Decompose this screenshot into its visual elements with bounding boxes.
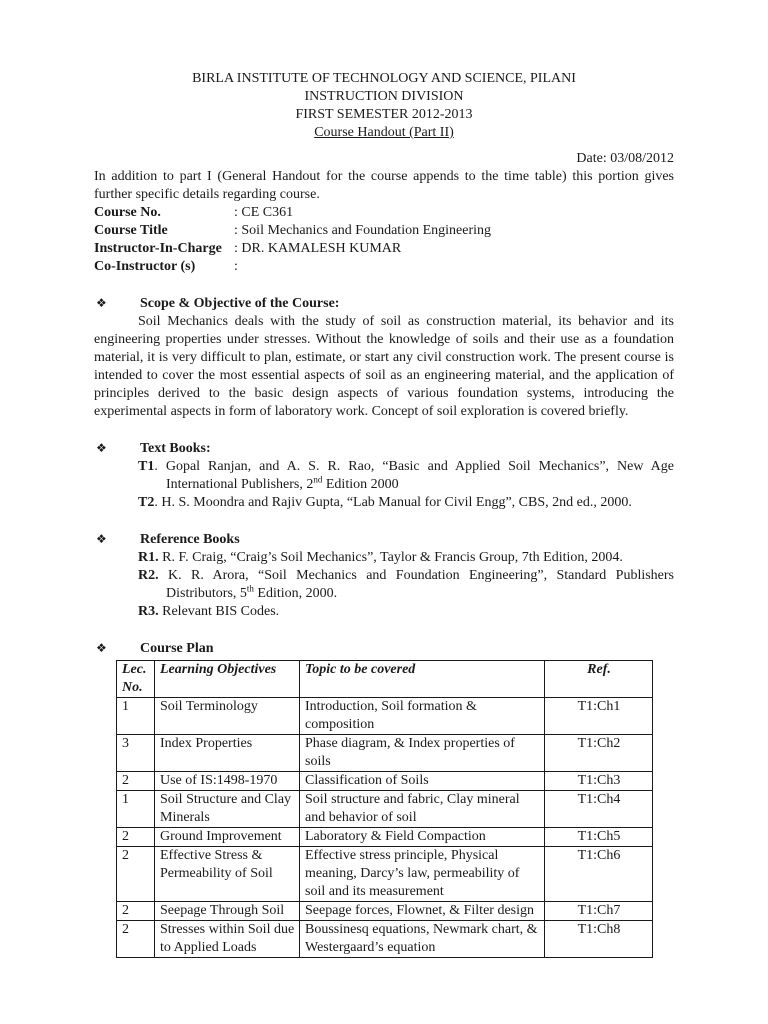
ref-cell: T1:Ch7 [545,902,653,921]
topic-cell: Effective stress principle, Physical meaning, Darcy’s law, permeability of soil and its measurement [300,847,545,902]
handout-title: Course Handout (Part II) [314,125,454,140]
handout-date: Date: 03/08/2012 [576,151,674,166]
ref-cell: T1:Ch6 [545,847,653,902]
table-row [117,847,653,902]
division-name: INSTRUCTION DIVISION [304,89,464,104]
intro-paragraph: In addition to part I (General Handout for the course appends to the time table) this portion gives further specific details regarding course. [94,169,674,202]
column-header: Learning Objectives [155,661,300,698]
objective-cell: Effective Stress & Permeability of Soil [155,847,300,902]
course-info-key: Course Title [94,223,168,238]
diamond-bullet-icon: ❖ [96,641,107,655]
reference-books-heading-row [94,530,674,549]
course-info-value: : CE C361 [234,205,294,220]
objective-cell: Index Properties [155,735,300,772]
scope-paragraph: Soil Mechanics deals with the study of soil as construction material, its behavior and its engineering properties under stresses. Without the knowledge of soils and their use as a foundation material, it is very difficult to plan, estimate, or start any civil construction work. The present course is intended to cover the most essential aspects of soil as an engineering material, and the application of principles derived to the basic design aspects of various foundation systems, introducing the experimental aspects in form of laboratory work. Concept of soil exploration is covered briefly. [94,314,674,419]
diamond-bullet-icon: ❖ [96,296,107,310]
ref-cell: T1:Ch3 [545,772,653,791]
course-info-value: : DR. KAMALESH KUMAR [234,241,402,256]
table-header-row [117,661,653,698]
semester-label: FIRST SEMESTER 2012-2013 [295,107,473,122]
text-books-heading-row [94,439,674,458]
table-row [117,921,653,958]
column-header: Topic to be covered [300,661,545,698]
lecture-count-cell: 2 [117,847,155,902]
text-book-t2 [138,494,674,512]
ref-label: R3. [138,604,159,619]
lecture-count-cell: 2 [117,921,155,958]
ref-text: K. R. Arora, “Soil Mechanics and Foundation Engineering”, Standard Publishers Distributors, 5 [158,568,674,601]
diamond-bullet-icon: ❖ [96,441,107,455]
ref-label: R2. [138,568,159,583]
topic-cell: Seepage forces, Flownet, & Filter design [300,902,545,921]
table-row [117,791,653,828]
course-info-value: : [234,259,238,274]
ref-cell: T1:Ch4 [545,791,653,828]
course-info-row [94,258,674,276]
ref-text: . Gopal Ranjan, and A. S. R. Rao, “Basic and Applied Soil Mechanics”, New Age International Publishers, 2 [154,459,674,492]
topic-cell: Boussinesq equations, Newmark chart, & Westergaard’s equation [300,921,545,958]
reference-books-heading: Reference Books [140,532,240,547]
column-header: Lec. No. [117,661,155,698]
reference-book-r1 [138,549,674,567]
course-plan-heading-row [94,639,674,658]
ref-label: T1 [138,459,155,474]
ref-text: Edition 2000 [322,477,399,492]
lecture-count-cell: 2 [117,902,155,921]
topic-cell: Phase diagram, & Index properties of soils [300,735,545,772]
topic-cell: Laboratory & Field Compaction [300,828,545,847]
ref-text: R. F. Craig, “Craig’s Soil Mechanics”, Taylor & Francis Group, 7th Edition, 2004. [158,550,623,565]
course-info-value: : Soil Mechanics and Foundation Engineering [234,223,492,238]
lecture-count-cell: 2 [117,828,155,847]
ref-cell: T1:Ch2 [545,735,653,772]
institute-name: BIRLA INSTITUTE OF TECHNOLOGY AND SCIENCE, PILANI [192,71,576,86]
objective-cell: Stresses within Soil due to Applied Loads [155,921,300,958]
course-info-row [94,204,674,222]
reference-books-list [94,549,674,621]
ref-text: . H. S. Moondra and Rajiv Gupta, “Lab Manual for Civil Engg”, CBS, 2nd ed., 2000. [154,495,632,510]
course-plan-body [117,698,653,958]
reference-book-r3 [138,603,674,621]
table-row [117,828,653,847]
course-plan-heading: Course Plan [140,641,214,656]
course-info-row [94,240,674,258]
table-row [117,902,653,921]
reference-book-r2 [138,567,674,603]
ref-text: Edition, 2000. [253,586,338,601]
lecture-count-cell: 2 [117,772,155,791]
course-plan-table [116,660,653,958]
ref-cell: T1:Ch8 [545,921,653,958]
objective-cell: Use of IS:1498-1970 [155,772,300,791]
lecture-count-cell: 1 [117,791,155,828]
course-info-key: Co-Instructor (s) [94,259,196,274]
objective-cell: Seepage Through Soil [155,902,300,921]
ref-sup: th [246,583,254,594]
scope-heading-row [94,294,674,313]
ref-label: T2 [138,495,155,510]
topic-cell: Soil structure and fabric, Clay mineral and behavior of soil [300,791,545,828]
ref-text: Relevant BIS Codes. [158,604,280,619]
lecture-count-cell: 1 [117,698,155,735]
ref-label: R1. [138,550,159,565]
table-row [117,698,653,735]
objective-cell: Soil Structure and Clay Minerals [155,791,300,828]
table-row [117,772,653,791]
diamond-bullet-icon: ❖ [96,532,107,546]
course-info-row [94,222,674,240]
objective-cell: Soil Terminology [155,698,300,735]
course-info [94,204,674,276]
course-info-key: Instructor-In-Charge [94,241,222,256]
lecture-count-cell: 3 [117,735,155,772]
ref-cell: T1:Ch5 [545,828,653,847]
ref-cell: T1:Ch1 [545,698,653,735]
text-books-heading: Text Books: [140,441,211,456]
text-book-t1 [138,458,674,494]
scope-heading: Scope & Objective of the Course: [140,296,340,311]
document-header [94,70,674,142]
ref-sup: nd [313,474,323,485]
topic-cell: Classification of Soils [300,772,545,791]
objective-cell: Ground Improvement [155,828,300,847]
table-row [117,735,653,772]
text-books-list [94,458,674,512]
topic-cell: Introduction, Soil formation & composition [300,698,545,735]
course-info-key: Course No. [94,205,161,220]
column-header: Ref. [545,661,653,698]
